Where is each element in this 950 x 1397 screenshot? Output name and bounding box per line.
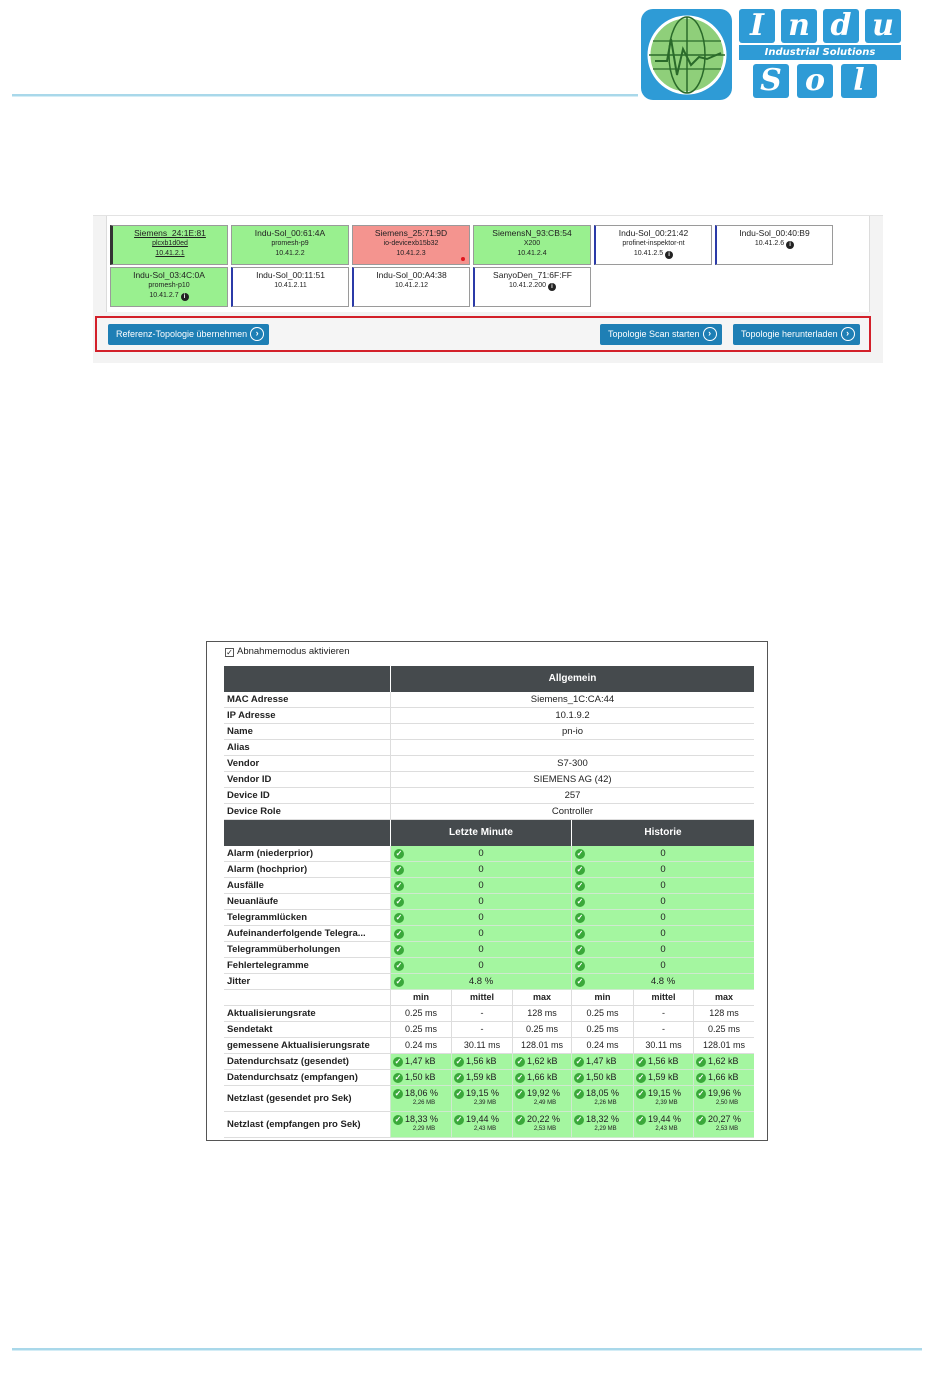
cell-subvalue: 2,43 MB	[655, 1126, 678, 1132]
status-cell	[390, 942, 571, 958]
check-circle-icon: ✓	[455, 1115, 463, 1124]
logo-letter: o	[797, 64, 833, 98]
cell-value: -	[633, 1022, 693, 1038]
status-cell	[390, 846, 571, 862]
cell-value: 0	[478, 864, 484, 875]
cell-value: 19,92 %	[527, 1088, 561, 1098]
cell-value: 1,66 kB	[708, 1072, 739, 1082]
row-label	[224, 990, 390, 1006]
row-label: Ausfälle	[224, 878, 390, 894]
status-cell	[390, 910, 571, 926]
row-label: Aktualisierungsrate	[224, 1006, 390, 1022]
row-value: Controller	[390, 804, 754, 820]
cell-value: 18,06 %	[405, 1088, 439, 1098]
column-header: mittel	[633, 990, 693, 1006]
table-row	[224, 990, 754, 1006]
check-circle-icon: ✓	[637, 1089, 645, 1098]
cell-value: 0	[478, 880, 484, 891]
logo-letter: I	[739, 9, 775, 43]
chevron-right-icon: ›	[250, 327, 264, 341]
cell-value: 1,56 kB	[648, 1056, 679, 1066]
table-row	[224, 1112, 754, 1138]
table-row	[224, 910, 754, 926]
cell-value: 20,27 %	[708, 1114, 742, 1124]
table-row	[224, 1054, 754, 1070]
cell-value: 19,44 %	[466, 1114, 500, 1124]
status-cell	[571, 926, 754, 942]
referenz-topologie-button[interactable]	[108, 324, 269, 345]
cell-subvalue: 2,50 MB	[715, 1100, 739, 1106]
cell-value: 19,44 %	[648, 1114, 682, 1124]
check-circle-icon: ✓	[516, 1115, 524, 1124]
row-label: Datendurchsatz (gesendet)	[224, 1054, 390, 1070]
device-name: Indu-Sol_00:21:42	[618, 228, 689, 238]
cell-value: 0.25 ms	[693, 1022, 754, 1038]
device-card[interactable]	[110, 267, 228, 307]
device-card[interactable]	[352, 267, 470, 307]
cell-value: 0	[660, 912, 666, 923]
cell-value: -	[451, 1022, 512, 1038]
table-row	[224, 894, 754, 910]
check-circle-icon: ✓	[455, 1057, 463, 1066]
check-circle-icon: ✓	[576, 865, 584, 874]
referenz-topologie-label: Referenz-Topologie übernehmen	[116, 329, 248, 339]
row-label: Neuanläufe	[224, 894, 390, 910]
cell-value: 19,15 %	[466, 1088, 500, 1098]
logo-letter: n	[781, 9, 817, 43]
column-header: max	[693, 990, 754, 1006]
device-name: SiemensN_93:CB:54	[492, 228, 572, 238]
check-circle-icon: ✓	[697, 1057, 705, 1066]
device-name: Indu-Sol_00:61:4A	[254, 228, 326, 238]
cell-value: 19,15 %	[648, 1088, 682, 1098]
cell-value: 0.25 ms	[571, 1006, 633, 1022]
cell-value: 0.25 ms	[512, 1022, 571, 1038]
cell-value: 20,22 %	[527, 1114, 561, 1124]
logo-letter: d	[823, 9, 859, 43]
status-cell	[571, 894, 754, 910]
check-circle-icon: ✓	[395, 961, 403, 970]
device-name: SanyoDen_71:6F:FF	[493, 270, 572, 280]
row-label: Device Role	[224, 804, 390, 820]
row-value: SIEMENS AG (42)	[390, 772, 754, 788]
error-dot-icon	[461, 257, 465, 261]
table-row	[224, 788, 754, 804]
cell-value: 1,47 kB	[405, 1056, 436, 1066]
row-label: Telegrammüberholungen	[224, 942, 390, 958]
cell-value: 0.25 ms	[390, 1006, 451, 1022]
device-station: promesh-p9	[271, 240, 309, 247]
device-ip: 10.41.2.11	[274, 282, 307, 289]
cell-value: 128 ms	[512, 1006, 571, 1022]
device-name: Indu-Sol_00:40:B9	[739, 228, 810, 238]
cell-value: 0	[478, 944, 484, 955]
allgemein-header: Allgemein	[390, 666, 754, 692]
cell-value: 0	[660, 896, 666, 907]
status-cell	[512, 1054, 571, 1070]
status-cell	[512, 1112, 571, 1138]
cell-subvalue: 2,26 MB	[594, 1100, 617, 1106]
device-ip: 10.41.2.200	[509, 282, 546, 289]
status-cell	[390, 1054, 451, 1070]
check-circle-icon: ✓	[395, 913, 403, 922]
device-station: promesh-p10	[148, 282, 190, 289]
table-row	[224, 1006, 754, 1022]
cell-value: -	[633, 1006, 693, 1022]
row-label: Vendor ID	[224, 772, 390, 788]
status-cell	[451, 1070, 512, 1086]
row-label: Alarm (hochprior)	[224, 862, 390, 878]
row-label: MAC Adresse	[224, 692, 390, 708]
check-circle-icon: ✓	[394, 1057, 402, 1066]
cell-value: 0	[478, 928, 484, 939]
topologie-download-button[interactable]	[733, 324, 860, 345]
table-row	[224, 1022, 754, 1038]
abnahmemodus-checkbox[interactable]	[225, 646, 349, 657]
cell-value: -	[451, 1006, 512, 1022]
device-name: Indu-Sol_03:4C:0A	[133, 270, 205, 280]
header-blank	[224, 666, 390, 692]
cell-subvalue: 2,29 MB	[594, 1126, 617, 1132]
cell-value: 0	[660, 880, 666, 891]
logo-letter: l	[841, 64, 877, 98]
status-cell	[390, 974, 571, 990]
check-circle-icon: ✓	[394, 1115, 402, 1124]
status-cell	[512, 1070, 571, 1086]
status-cell	[633, 1112, 693, 1138]
cell-value: 0	[660, 864, 666, 875]
table-row	[224, 740, 754, 756]
cell-value: 1,59 kB	[648, 1072, 679, 1082]
cell-value: 19,96 %	[708, 1088, 742, 1098]
cell-value: 128.01 ms	[693, 1038, 754, 1054]
check-circle-icon: ✓	[576, 881, 584, 890]
device-ip: 10.41.2.6	[754, 240, 785, 247]
device-ip: 10.41.2.7	[149, 292, 179, 299]
check-circle-icon: ✓	[697, 1073, 705, 1082]
cell-subvalue: 2,39 MB	[655, 1100, 678, 1106]
topologie-scan-label: Topologie Scan starten	[608, 329, 700, 339]
status-cell	[693, 1070, 754, 1086]
logo-letter: S	[753, 64, 789, 98]
info-icon[interactable]: i	[665, 251, 673, 259]
device-card[interactable]	[473, 225, 591, 265]
device-ip: 10.41.2.2	[275, 250, 305, 257]
cell-subvalue: 2,39 MB	[473, 1100, 497, 1106]
table-row	[224, 724, 754, 740]
check-circle-icon: ✓	[576, 849, 584, 858]
device-name: Siemens_24:1E:81	[134, 228, 206, 238]
status-cell	[571, 1070, 633, 1086]
info-icon[interactable]: i	[548, 283, 556, 291]
checkbox-checked-icon[interactable]: ✓	[226, 648, 233, 657]
check-circle-icon: ✓	[576, 913, 584, 922]
row-label: Device ID	[224, 788, 390, 804]
check-circle-icon: ✓	[455, 1089, 463, 1098]
row-label: gemessene Aktualisierungsrate	[224, 1038, 390, 1054]
table-row	[224, 1086, 754, 1112]
cell-value: 0	[478, 960, 484, 971]
status-cell	[390, 894, 571, 910]
status-cell	[512, 1086, 571, 1112]
topology-device-area	[106, 216, 870, 312]
device-name: Siemens_25:71:9D	[374, 228, 448, 238]
row-label: Telegrammlücken	[224, 910, 390, 926]
column-header: max	[512, 990, 571, 1006]
status-cell	[571, 878, 754, 894]
check-circle-icon: ✓	[455, 1073, 463, 1082]
device-card[interactable]	[473, 267, 591, 307]
indu-sol-logo	[641, 9, 913, 100]
cell-value: 30.11 ms	[451, 1038, 512, 1054]
status-cell	[451, 1086, 512, 1112]
table-row	[224, 692, 754, 708]
cell-value: 1,56 kB	[466, 1056, 497, 1066]
table-row	[224, 804, 754, 820]
row-label: Sendetakt	[224, 1022, 390, 1038]
row-label: IP Adresse	[224, 708, 390, 724]
device-card[interactable]	[352, 225, 470, 265]
row-label: Alias	[224, 740, 390, 756]
status-cell	[633, 1054, 693, 1070]
status-cell	[571, 910, 754, 926]
status-cell	[571, 862, 754, 878]
status-cell	[571, 1054, 633, 1070]
device-ip: 10.41.2.12	[394, 282, 429, 289]
info-icon[interactable]: i	[181, 293, 189, 301]
cell-value: 0.25 ms	[390, 1022, 451, 1038]
cell-value: 0	[660, 928, 666, 939]
topologie-download-label: Topologie herunterladen	[741, 329, 838, 339]
check-circle-icon: ✓	[395, 977, 403, 986]
cell-value: 4.8 %	[468, 976, 494, 987]
status-cell	[390, 958, 571, 974]
row-label: Alarm (niederprior)	[224, 846, 390, 862]
check-circle-icon: ✓	[576, 977, 584, 986]
column-header: min	[390, 990, 451, 1006]
cell-value: 4.8 %	[650, 976, 676, 987]
cell-value: 18,05 %	[586, 1088, 620, 1098]
table-row	[224, 878, 754, 894]
cell-value: 30.11 ms	[633, 1038, 693, 1054]
row-label: Vendor	[224, 756, 390, 772]
check-circle-icon: ✓	[576, 961, 584, 970]
footer-rule	[12, 1348, 922, 1351]
status-cell	[390, 862, 571, 878]
check-circle-icon: ✓	[395, 881, 403, 890]
cell-value: 128.01 ms	[512, 1038, 571, 1054]
info-icon[interactable]: i	[786, 241, 794, 249]
table-row	[224, 958, 754, 974]
row-label: Fehlertelegramme	[224, 958, 390, 974]
row-label: Jitter	[224, 974, 390, 990]
check-circle-icon: ✓	[576, 929, 584, 938]
check-circle-icon: ✓	[395, 897, 403, 906]
cell-subvalue: 2,26 MB	[412, 1100, 436, 1106]
device-station: plcxb1d0ed	[152, 240, 188, 247]
device-station: profinet-inspektor-nt	[622, 240, 685, 247]
check-circle-icon: ✓	[637, 1057, 645, 1066]
row-value: Siemens_1C:CA:44	[390, 692, 754, 708]
chevron-right-icon: ›	[841, 327, 855, 341]
status-cell	[633, 1086, 693, 1112]
historie-header: Historie	[571, 820, 754, 846]
cell-value: 1,50 kB	[405, 1072, 436, 1082]
cell-value: 0	[660, 848, 666, 859]
status-cell	[571, 974, 754, 990]
cell-value: 0	[478, 896, 484, 907]
table-row	[224, 926, 754, 942]
cell-value: 0	[660, 960, 666, 971]
check-circle-icon: ✓	[637, 1115, 645, 1124]
device-card[interactable]	[231, 267, 349, 307]
cell-value: 18,32 %	[586, 1114, 620, 1124]
status-cell	[571, 942, 754, 958]
device-ip: 10.41.2.4	[517, 250, 547, 257]
status-cell	[390, 1070, 451, 1086]
check-circle-icon: ✓	[395, 865, 403, 874]
chevron-right-icon: ›	[703, 327, 717, 341]
device-details-screenshot	[206, 641, 768, 1141]
check-circle-icon: ✓	[516, 1089, 524, 1098]
device-station: X200	[523, 240, 541, 247]
check-circle-icon: ✓	[575, 1073, 583, 1082]
cell-value: 1,66 kB	[527, 1072, 558, 1082]
cell-subvalue: 2,43 MB	[473, 1126, 497, 1132]
status-cell	[451, 1112, 512, 1138]
topology-button-bar	[95, 316, 871, 352]
column-header: mittel	[451, 990, 512, 1006]
letzte-minute-header: Letzte Minute	[390, 820, 571, 846]
cell-value: 0	[478, 848, 484, 859]
check-circle-icon: ✓	[575, 1089, 583, 1098]
status-cell	[571, 846, 754, 862]
cell-subvalue: 2,29 MB	[412, 1126, 436, 1132]
check-circle-icon: ✓	[395, 929, 403, 938]
cell-value: 1,47 kB	[586, 1056, 617, 1066]
cell-value: 0.25 ms	[571, 1022, 633, 1038]
check-circle-icon: ✓	[575, 1115, 583, 1124]
status-cell	[390, 1112, 451, 1138]
cell-subvalue: 2,53 MB	[533, 1126, 557, 1132]
device-station: io-devicexb15b32	[383, 240, 439, 247]
cell-value: 0	[660, 944, 666, 955]
status-cell	[693, 1086, 754, 1112]
status-cell	[451, 1054, 512, 1070]
check-circle-icon: ✓	[575, 1057, 583, 1066]
check-circle-icon: ✓	[395, 849, 403, 858]
cell-subvalue: 2,49 MB	[533, 1100, 557, 1106]
cell-value: 1,50 kB	[586, 1072, 617, 1082]
cell-value: 1,62 kB	[527, 1056, 558, 1066]
table-row	[224, 772, 754, 788]
row-value: 10.1.9.2	[390, 708, 754, 724]
check-circle-icon: ✓	[516, 1073, 524, 1082]
row-value: pn-io	[390, 724, 754, 740]
device-name: Indu-Sol_00:11:51	[256, 270, 325, 280]
cell-value: 0	[478, 912, 484, 923]
cell-value: 1,59 kB	[466, 1072, 497, 1082]
status-cell	[633, 1070, 693, 1086]
row-label: Netzlast (empfangen pro Sek)	[224, 1112, 390, 1138]
check-circle-icon: ✓	[697, 1089, 705, 1098]
check-circle-icon: ✓	[637, 1073, 645, 1082]
check-circle-icon: ✓	[395, 945, 403, 954]
check-circle-icon: ✓	[516, 1057, 524, 1066]
check-circle-icon: ✓	[697, 1115, 705, 1124]
table-row	[224, 862, 754, 878]
status-cell	[390, 1086, 451, 1112]
status-cell	[693, 1112, 754, 1138]
topologie-scan-button[interactable]	[600, 324, 722, 345]
header-blank	[224, 820, 390, 846]
cell-value: 1,62 kB	[708, 1056, 739, 1066]
row-label: Aufeinanderfolgende Telegra...	[224, 926, 390, 942]
cell-value: 128 ms	[693, 1006, 754, 1022]
row-value: S7-300	[390, 756, 754, 772]
check-circle-icon: ✓	[394, 1073, 402, 1082]
check-circle-icon: ✓	[576, 897, 584, 906]
cell-value: 0.24 ms	[390, 1038, 451, 1054]
device-card[interactable]	[231, 225, 349, 265]
row-label: Name	[224, 724, 390, 740]
checkbox-label: Abnahmemodus aktivieren	[237, 646, 350, 657]
logo-subtitle: Industrial Solutions	[739, 45, 901, 60]
device-ip: 10.41.2.3	[396, 250, 426, 257]
status-cell	[693, 1054, 754, 1070]
globe-logo-icon	[641, 9, 732, 100]
status-cell	[571, 1112, 633, 1138]
device-card[interactable]	[594, 225, 712, 265]
cell-subvalue: 2,53 MB	[715, 1126, 739, 1132]
column-header: min	[571, 990, 633, 1006]
device-name: Indu-Sol_00:A4:38	[376, 270, 447, 280]
device-ip: 10.41.2.1	[155, 250, 185, 257]
table-row	[224, 942, 754, 958]
device-ip: 10.41.2.5	[633, 250, 664, 257]
table-row	[224, 974, 754, 990]
device-card[interactable]	[715, 225, 833, 265]
status-cell	[390, 878, 571, 894]
header-rule	[12, 94, 638, 97]
cell-value: 0.24 ms	[571, 1038, 633, 1054]
status-cell	[571, 1086, 633, 1112]
check-circle-icon: ✓	[576, 945, 584, 954]
table-row	[224, 846, 754, 862]
table-row	[224, 756, 754, 772]
table-row	[224, 708, 754, 724]
device-card[interactable]	[110, 225, 228, 265]
status-cell	[571, 958, 754, 974]
check-circle-icon: ✓	[394, 1089, 402, 1098]
logo-letter: u	[865, 9, 901, 43]
row-label: Datendurchsatz (empfangen)	[224, 1070, 390, 1086]
row-value: 257	[390, 788, 754, 804]
row-label: Netzlast (gesendet pro Sek)	[224, 1086, 390, 1112]
status-cell	[390, 926, 571, 942]
table-row	[224, 1070, 754, 1086]
cell-value: 18,33 %	[405, 1114, 439, 1124]
table-row	[224, 1038, 754, 1054]
row-value	[390, 740, 754, 756]
topology-screenshot	[93, 215, 883, 363]
